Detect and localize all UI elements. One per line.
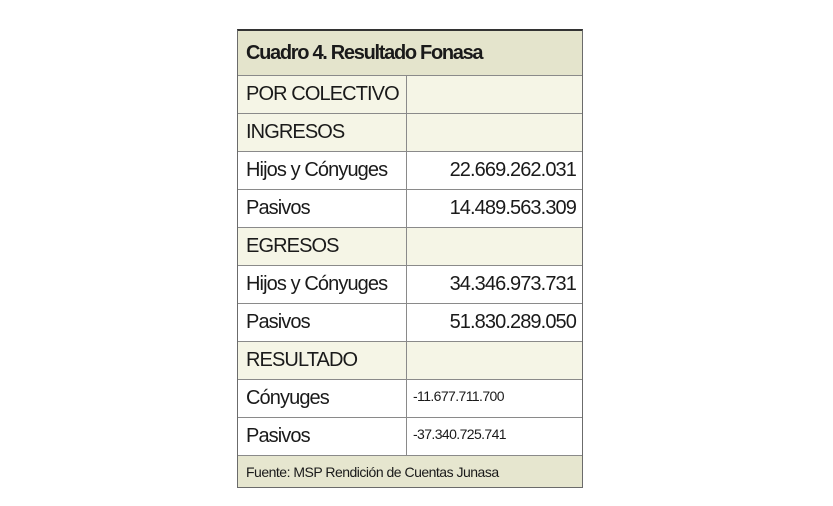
row-value: 51.830.289.050 — [449, 311, 576, 333]
table-row — [238, 266, 582, 304]
table-row — [238, 418, 582, 456]
row-value — [407, 228, 582, 265]
row-label: Pasivos — [238, 418, 407, 455]
table-row — [238, 152, 582, 190]
row-value: 22.669.262.031 — [449, 159, 576, 181]
table-source-footer: Fuente: MSP Rendición de Cuentas Junasa — [238, 456, 582, 487]
row-value: -11.677.711.700 — [413, 388, 504, 404]
table-row-section — [238, 76, 582, 114]
row-label: Pasivos — [238, 190, 407, 227]
row-value: 34.346.973.731 — [449, 273, 576, 295]
table-row-section — [238, 228, 582, 266]
row-value — [407, 76, 582, 113]
row-label: POR COLECTIVO — [238, 76, 407, 113]
table-row-section — [238, 114, 582, 152]
table-row-section — [238, 342, 582, 380]
row-label: Cónyuges — [238, 380, 407, 417]
table-title: Cuadro 4. Resultado Fonasa — [238, 31, 582, 76]
row-value: 14.489.563.309 — [449, 197, 576, 219]
table-row — [238, 380, 582, 418]
row-label: Hijos y Cónyuges — [238, 152, 407, 189]
row-label: INGRESOS — [238, 114, 407, 151]
row-label: EGRESOS — [238, 228, 407, 265]
row-label: Pasivos — [238, 304, 407, 341]
fonasa-results-table — [237, 29, 583, 488]
table-row — [238, 190, 582, 228]
row-value: -37.340.725.741 — [413, 426, 506, 442]
table-row — [238, 304, 582, 342]
row-value — [407, 342, 582, 379]
row-label: RESULTADO — [238, 342, 407, 379]
row-value — [407, 114, 582, 151]
row-label: Hijos y Cónyuges — [238, 266, 407, 303]
